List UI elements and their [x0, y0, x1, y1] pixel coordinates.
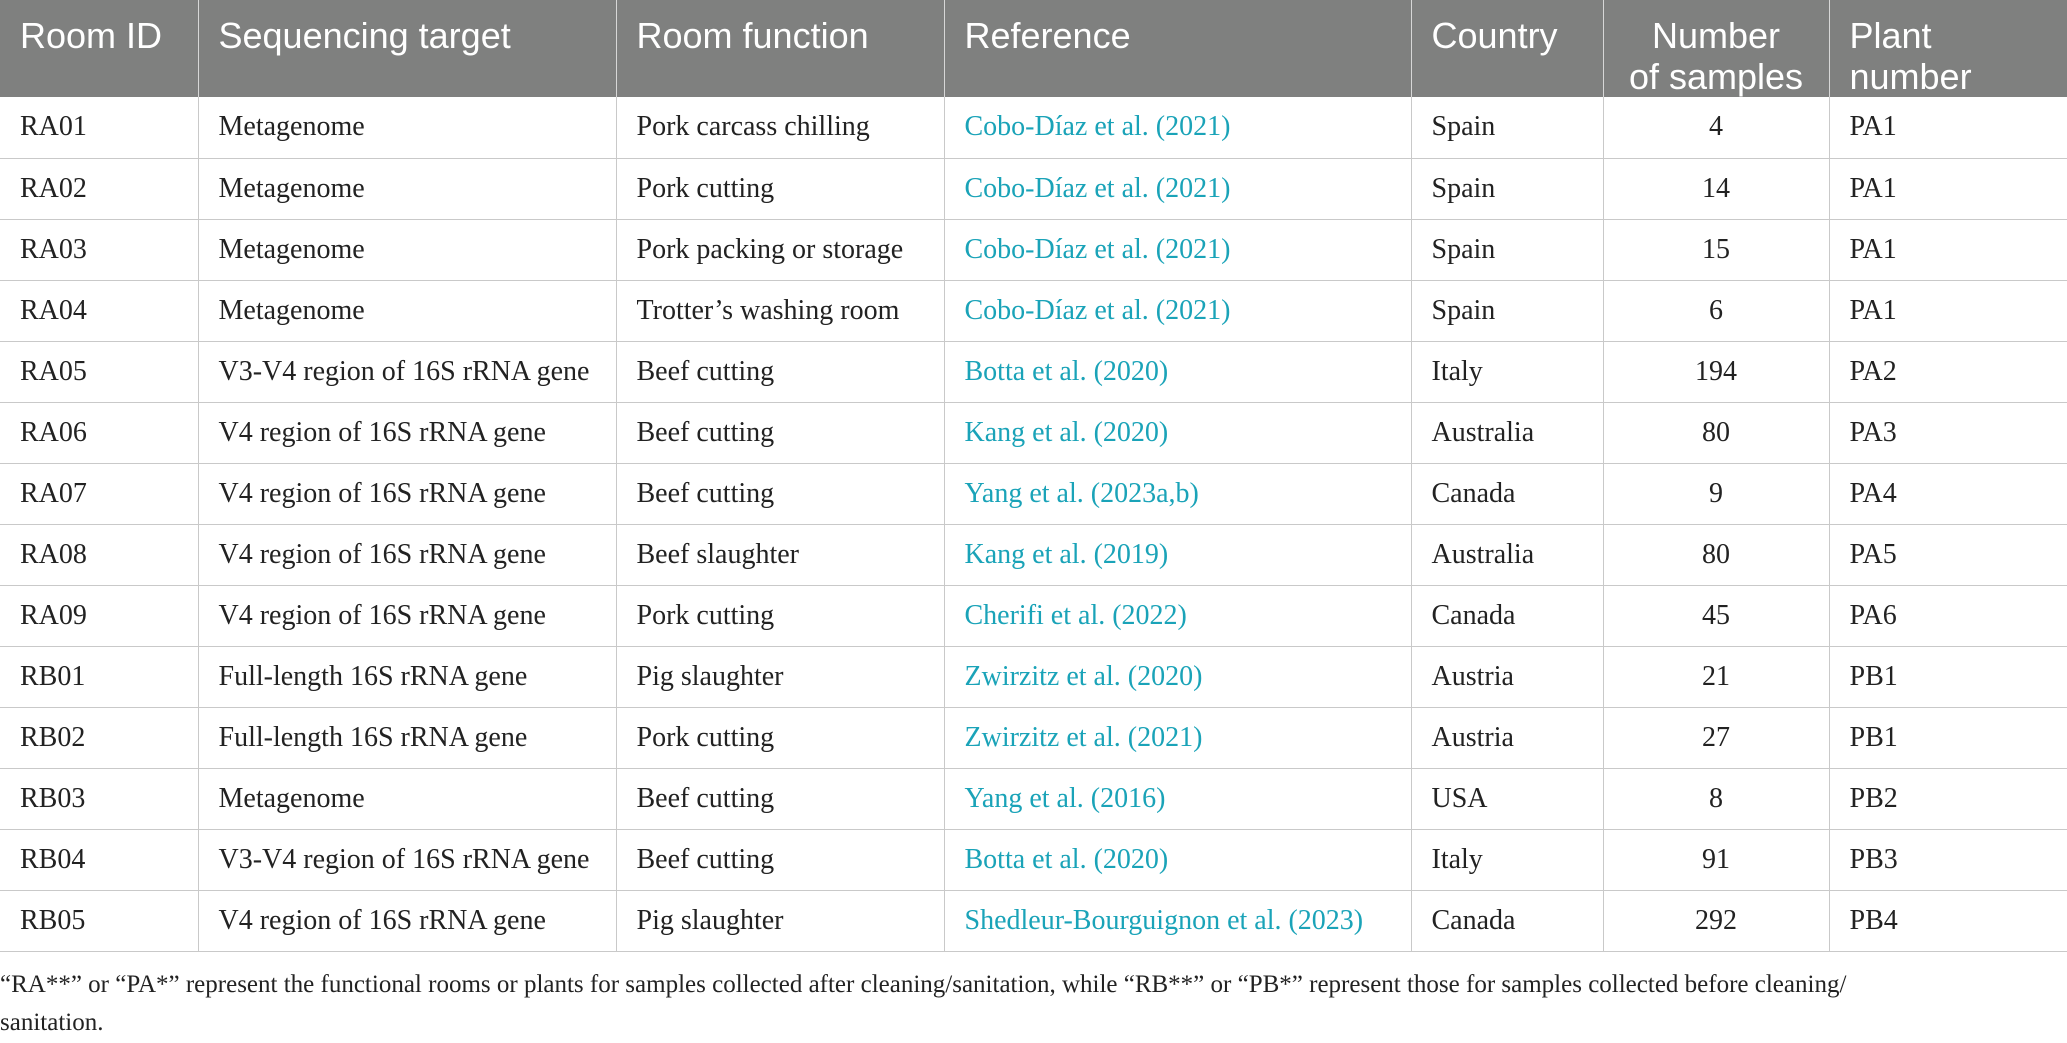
cell-plant-number: PB1 — [1829, 707, 2067, 768]
cell-room-function: Pork packing or storage — [616, 219, 944, 280]
header-room-function: Room function — [616, 0, 944, 97]
cell-plant-number: PA1 — [1829, 97, 2067, 158]
cell-number-of-samples: 194 — [1603, 341, 1829, 402]
cell-sequencing-target: Metagenome — [198, 219, 616, 280]
cell-country: Canada — [1411, 890, 1603, 951]
cell-plant-number: PA1 — [1829, 280, 2067, 341]
table-row — [0, 829, 2067, 890]
cell-room-id: RB04 — [0, 829, 198, 890]
cell-room-id: RA05 — [0, 341, 198, 402]
cell-reference[interactable]: Botta et al. (2020) — [944, 341, 1411, 402]
cell-country: Canada — [1411, 463, 1603, 524]
table-row — [0, 158, 2067, 219]
cell-country: USA — [1411, 768, 1603, 829]
cell-plant-number: PA5 — [1829, 524, 2067, 585]
table-header — [0, 0, 2067, 97]
cell-sequencing-target: Metagenome — [198, 158, 616, 219]
table-row — [0, 97, 2067, 158]
cell-room-id: RB01 — [0, 646, 198, 707]
cell-room-function: Beef cutting — [616, 463, 944, 524]
cell-number-of-samples: 292 — [1603, 890, 1829, 951]
table-body — [0, 97, 2067, 951]
table-row — [0, 768, 2067, 829]
header-number-of-samples: Number of samples — [1603, 0, 1829, 97]
table-row — [0, 341, 2067, 402]
cell-room-function: Pork cutting — [616, 585, 944, 646]
cell-room-function: Beef cutting — [616, 768, 944, 829]
cell-number-of-samples: 45 — [1603, 585, 1829, 646]
cell-reference[interactable]: Cobo-Díaz et al. (2021) — [944, 158, 1411, 219]
cell-plant-number: PA4 — [1829, 463, 2067, 524]
footnote-line-1: “RA**” or “PA*” represent the functional rooms or plants for samples collected after cleaning/sanitation, while “RB**” or “PB*” represent those for samples collected before cleaning/ — [0, 971, 1847, 998]
cell-plant-number: PA1 — [1829, 219, 2067, 280]
cell-reference[interactable]: Cherifi et al. (2022) — [944, 585, 1411, 646]
table-row — [0, 585, 2067, 646]
cell-plant-number: PA3 — [1829, 402, 2067, 463]
cell-number-of-samples: 91 — [1603, 829, 1829, 890]
cell-room-id: RA04 — [0, 280, 198, 341]
cell-reference[interactable]: Cobo-Díaz et al. (2021) — [944, 280, 1411, 341]
cell-country: Spain — [1411, 280, 1603, 341]
header-plant-number: Plant number — [1829, 0, 2067, 97]
cell-number-of-samples: 14 — [1603, 158, 1829, 219]
cell-reference[interactable]: Yang et al. (2023a,b) — [944, 463, 1411, 524]
footnote-line-2: sanitation. — [0, 1009, 104, 1036]
cell-number-of-samples: 6 — [1603, 280, 1829, 341]
cell-reference[interactable]: Zwirzitz et al. (2021) — [944, 707, 1411, 768]
cell-room-function: Pork cutting — [616, 707, 944, 768]
cell-reference[interactable]: Kang et al. (2019) — [944, 524, 1411, 585]
cell-room-function: Beef cutting — [616, 829, 944, 890]
cell-number-of-samples: 8 — [1603, 768, 1829, 829]
cell-room-id: RA08 — [0, 524, 198, 585]
cell-plant-number: PB3 — [1829, 829, 2067, 890]
header-row — [0, 0, 2067, 97]
cell-number-of-samples: 15 — [1603, 219, 1829, 280]
cell-reference[interactable]: Cobo-Díaz et al. (2021) — [944, 97, 1411, 158]
cell-number-of-samples: 80 — [1603, 402, 1829, 463]
table-footnote — [0, 966, 2000, 1042]
cell-sequencing-target: Full-length 16S rRNA gene — [198, 646, 616, 707]
cell-sequencing-target: Metagenome — [198, 768, 616, 829]
cell-sequencing-target: V4 region of 16S rRNA gene — [198, 585, 616, 646]
cell-plant-number: PB4 — [1829, 890, 2067, 951]
cell-room-function: Trotter’s washing room — [616, 280, 944, 341]
table-row — [0, 402, 2067, 463]
header-reference: Reference — [944, 0, 1411, 97]
cell-sequencing-target: V3-V4 region of 16S rRNA gene — [198, 341, 616, 402]
cell-sequencing-target: Metagenome — [198, 280, 616, 341]
cell-number-of-samples: 21 — [1603, 646, 1829, 707]
cell-room-function: Beef cutting — [616, 341, 944, 402]
cell-sequencing-target: V4 region of 16S rRNA gene — [198, 524, 616, 585]
cell-sequencing-target: Metagenome — [198, 97, 616, 158]
cell-country: Italy — [1411, 829, 1603, 890]
header-room-id: Room ID — [0, 0, 198, 97]
cell-room-function: Beef cutting — [616, 402, 944, 463]
cell-room-id: RA02 — [0, 158, 198, 219]
cell-room-function: Pork carcass chilling — [616, 97, 944, 158]
table-row — [0, 890, 2067, 951]
cell-number-of-samples: 4 — [1603, 97, 1829, 158]
header-sequencing-target: Sequencing target — [198, 0, 616, 97]
table-row — [0, 219, 2067, 280]
cell-country: Spain — [1411, 158, 1603, 219]
cell-number-of-samples: 27 — [1603, 707, 1829, 768]
cell-sequencing-target: V3-V4 region of 16S rRNA gene — [198, 829, 616, 890]
table-row — [0, 280, 2067, 341]
cell-room-id: RA01 — [0, 97, 198, 158]
table-row — [0, 646, 2067, 707]
cell-room-id: RA03 — [0, 219, 198, 280]
cell-room-function: Pig slaughter — [616, 890, 944, 951]
cell-room-id: RA09 — [0, 585, 198, 646]
cell-reference[interactable]: Shedleur-Bourguignon et al. (2023) — [944, 890, 1411, 951]
cell-number-of-samples: 80 — [1603, 524, 1829, 585]
cell-country: Austria — [1411, 646, 1603, 707]
cell-country: Spain — [1411, 219, 1603, 280]
cell-country: Italy — [1411, 341, 1603, 402]
cell-sequencing-target: V4 region of 16S rRNA gene — [198, 890, 616, 951]
cell-room-function: Pork cutting — [616, 158, 944, 219]
cell-country: Austria — [1411, 707, 1603, 768]
table-row — [0, 463, 2067, 524]
cell-plant-number: PA2 — [1829, 341, 2067, 402]
table-row — [0, 524, 2067, 585]
cell-country: Australia — [1411, 402, 1603, 463]
cell-room-function: Pig slaughter — [616, 646, 944, 707]
cell-plant-number: PA1 — [1829, 158, 2067, 219]
cell-country: Australia — [1411, 524, 1603, 585]
cell-country: Canada — [1411, 585, 1603, 646]
cell-room-function: Beef slaughter — [616, 524, 944, 585]
cell-country: Spain — [1411, 97, 1603, 158]
cell-room-id: RA07 — [0, 463, 198, 524]
cell-plant-number: PB1 — [1829, 646, 2067, 707]
cell-reference[interactable]: Yang et al. (2016) — [944, 768, 1411, 829]
cell-plant-number: PB2 — [1829, 768, 2067, 829]
cell-reference[interactable]: Kang et al. (2020) — [944, 402, 1411, 463]
cell-reference[interactable]: Zwirzitz et al. (2020) — [944, 646, 1411, 707]
cell-room-id: RB03 — [0, 768, 198, 829]
cell-room-id: RB05 — [0, 890, 198, 951]
cell-reference[interactable]: Cobo-Díaz et al. (2021) — [944, 219, 1411, 280]
cell-reference[interactable]: Botta et al. (2020) — [944, 829, 1411, 890]
cell-sequencing-target: V4 region of 16S rRNA gene — [198, 463, 616, 524]
cell-room-id: RB02 — [0, 707, 198, 768]
header-country: Country — [1411, 0, 1603, 97]
cell-sequencing-target: V4 region of 16S rRNA gene — [198, 402, 616, 463]
table-row — [0, 707, 2067, 768]
cell-number-of-samples: 9 — [1603, 463, 1829, 524]
cell-room-id: RA06 — [0, 402, 198, 463]
cell-plant-number: PA6 — [1829, 585, 2067, 646]
cell-sequencing-target: Full-length 16S rRNA gene — [198, 707, 616, 768]
